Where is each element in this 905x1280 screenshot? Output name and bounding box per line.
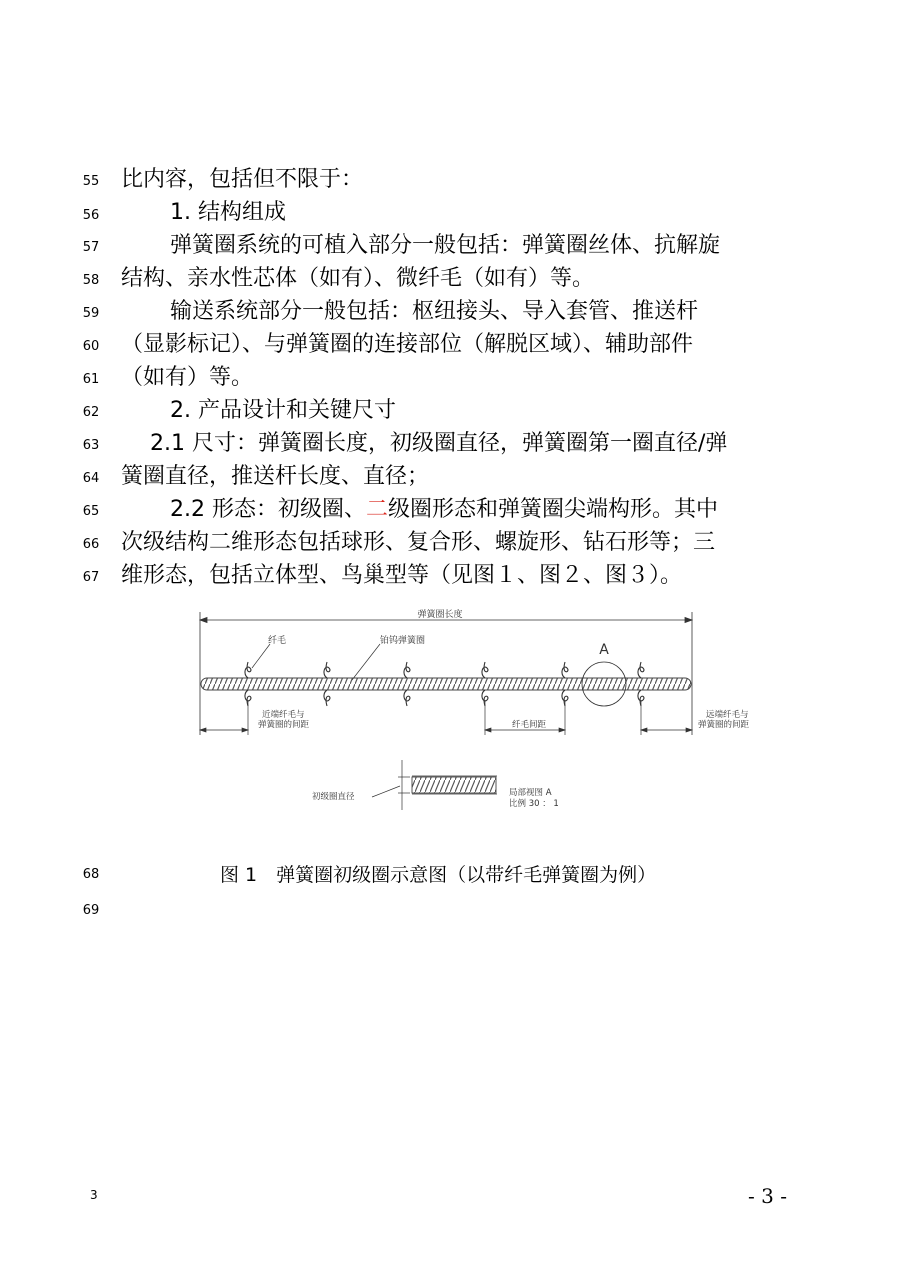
text-line: 2.1 尺寸：弹簧圈长度，初级圈直径，弹簧圈第一圈直径/弹: [150, 431, 728, 456]
wire-label: 铂钨弹簧圈: [380, 636, 426, 646]
line-number: 68: [82, 867, 100, 882]
line-number: 62: [82, 405, 100, 420]
text-segment: 级圈形态和弹簧圈尖端构形。其中: [388, 497, 719, 522]
line-number: 59: [82, 306, 100, 321]
text-line: （显影标记）、与弹簧圈的连接部位（解脱区域）、辅助部件: [121, 332, 694, 357]
text-line: 弹簧圈系统的可植入部分一般包括：弹簧圈丝体、抗解旋: [170, 233, 721, 258]
line-number: 63: [82, 438, 100, 453]
detail-title: 局部视图 A: [509, 788, 552, 798]
footer-line-number: 3: [90, 1188, 98, 1202]
distal-label: 弹簧圈的间距: [698, 720, 750, 730]
line-number: 60: [82, 339, 100, 354]
figure-caption: 图 1 弹簧圈初级圈示意图（以带纤毛弹簧圈为例）: [220, 864, 657, 886]
distal-label: 远端纤毛与: [706, 710, 749, 720]
text-line: 比内容，包括但不限于：: [121, 167, 364, 192]
fiber-label: 纤毛: [268, 636, 287, 646]
coil-diagram: [0, 600, 905, 840]
text-line: 维形态，包括立体型、鸟巢型等（见图１、图２、图３）。: [121, 563, 683, 588]
text-line: 1. 结构组成: [170, 200, 286, 225]
line-number: 61: [82, 372, 100, 387]
text-line: 簧圈直径，推送杆长度、直径；: [121, 464, 430, 489]
text-segment: 2.2 形态：初级圈、: [170, 497, 366, 522]
spacing-label: 纤毛间距: [512, 720, 547, 730]
text-line: 2. 产品设计和关键尺寸: [170, 398, 396, 423]
detail-view: [372, 760, 497, 810]
proximal-label: 弹簧圈的间距: [258, 720, 310, 730]
primary-diameter-label: 初级圈直径: [312, 792, 355, 802]
text-line: 输送系统部分一般包括：枢纽接头、导入套管、推送杆: [170, 299, 699, 324]
leader-line: [252, 644, 270, 668]
leader-line: [352, 644, 380, 680]
detail-scale: 比例 30 ： 1: [509, 799, 559, 809]
text-line: 结构、亲水性芯体（如有）、微纤毛（如有）等。: [121, 266, 595, 291]
text-line: （如有）等。: [121, 365, 254, 390]
line-number: 57: [82, 240, 100, 255]
line-number: 67: [82, 570, 100, 585]
line-number: 66: [82, 537, 100, 552]
line-number: 69: [82, 903, 100, 918]
coil-body: [201, 678, 691, 690]
line-number: 64: [82, 471, 100, 486]
line-number: 56: [82, 208, 100, 223]
line-number: 65: [82, 504, 100, 519]
text-line: [170, 497, 718, 523]
line-number: 55: [82, 174, 100, 189]
page-number: - 3 -: [748, 1184, 787, 1208]
highlighted-text: 二: [365, 497, 388, 522]
detail-marker: A: [599, 642, 609, 658]
text-line: 次级结构二维形态包括球形、复合形、螺旋形、钻石形等；三: [121, 530, 716, 555]
proximal-label: 近端纤毛与: [262, 710, 305, 720]
line-number: 58: [82, 273, 100, 288]
length-label: 弹簧圈长度: [417, 610, 463, 620]
